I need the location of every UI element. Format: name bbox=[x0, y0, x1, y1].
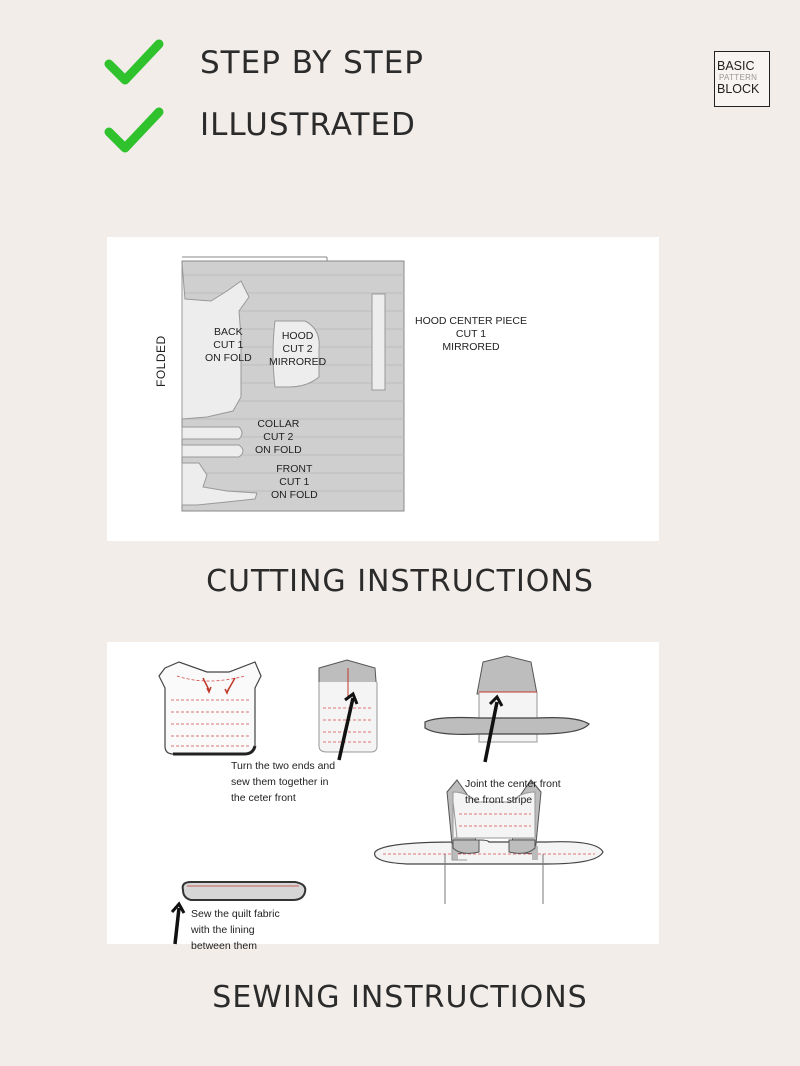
label-line: MIRRORED bbox=[442, 341, 500, 353]
sewing-instructions-title: SEWING INSTRUCTIONS bbox=[212, 980, 588, 1015]
front-label bbox=[271, 463, 318, 502]
sewing-steps-svg bbox=[107, 642, 659, 944]
note-turn-ends bbox=[231, 758, 335, 806]
feature-label: ILLUSTRATED bbox=[200, 107, 416, 143]
hood-label bbox=[269, 330, 326, 369]
checkmark-icon bbox=[105, 38, 163, 88]
note-joint-front bbox=[465, 776, 561, 808]
note-line: Joint the center front bbox=[465, 778, 561, 790]
note-line: Turn the two ends and bbox=[231, 760, 336, 772]
cutting-instructions-title: CUTTING INSTRUCTIONS bbox=[206, 564, 594, 599]
feature-label: STEP BY STEP bbox=[200, 45, 425, 81]
checkmark-icon bbox=[105, 106, 163, 156]
label-line: CUT 2 bbox=[263, 431, 294, 443]
label-line: HOOD bbox=[281, 330, 314, 342]
cutting-layout-svg bbox=[107, 237, 659, 541]
label-line: MIRRORED bbox=[269, 356, 327, 368]
logo-line-block: BLOCK bbox=[717, 82, 760, 96]
collar-label bbox=[255, 418, 302, 457]
label-line: ON FOLD bbox=[205, 352, 252, 364]
label-line: CUT 2 bbox=[282, 343, 313, 355]
label-line: CUT 1 bbox=[455, 328, 487, 340]
note-line: Sew the quilt fabric bbox=[191, 908, 280, 920]
logo-line-pattern: PATTERN bbox=[719, 73, 758, 82]
hood-center-piece bbox=[372, 294, 385, 390]
hood-center-label bbox=[415, 315, 527, 354]
note-line: the front stripe bbox=[465, 794, 533, 806]
sewing-step-front bbox=[425, 656, 589, 742]
logo-line-basic: BASIC bbox=[717, 59, 755, 73]
feature-step-by-step bbox=[105, 38, 425, 88]
label-line: CUT 1 bbox=[213, 339, 244, 351]
cutting-diagram bbox=[107, 237, 659, 541]
brand-logo bbox=[714, 51, 770, 107]
collar-piece-2 bbox=[182, 445, 243, 457]
feature-illustrated bbox=[105, 106, 416, 156]
back-label bbox=[205, 326, 252, 365]
note-quilt bbox=[191, 906, 280, 954]
label-line: ON FOLD bbox=[271, 489, 318, 501]
sewing-step-collar bbox=[319, 660, 377, 752]
label-line: CUT 1 bbox=[279, 476, 310, 488]
sewing-step-quilt bbox=[183, 882, 306, 900]
sewing-diagram bbox=[107, 642, 659, 952]
note-line: with the lining bbox=[191, 924, 255, 936]
collar-piece-1 bbox=[182, 427, 242, 439]
label-line: HOOD CENTER PIECE bbox=[415, 315, 528, 327]
label-line: BACK bbox=[214, 326, 243, 338]
folded-label: FOLDED bbox=[154, 335, 168, 387]
note-line: sew them together in bbox=[231, 776, 329, 788]
note-line: the ceter front bbox=[231, 792, 296, 804]
note-line: between them bbox=[191, 940, 257, 952]
label-line: FRONT bbox=[276, 463, 313, 475]
label-line: ON FOLD bbox=[255, 444, 302, 456]
label-line: COLLAR bbox=[257, 418, 300, 430]
sewing-step-back bbox=[159, 662, 261, 754]
